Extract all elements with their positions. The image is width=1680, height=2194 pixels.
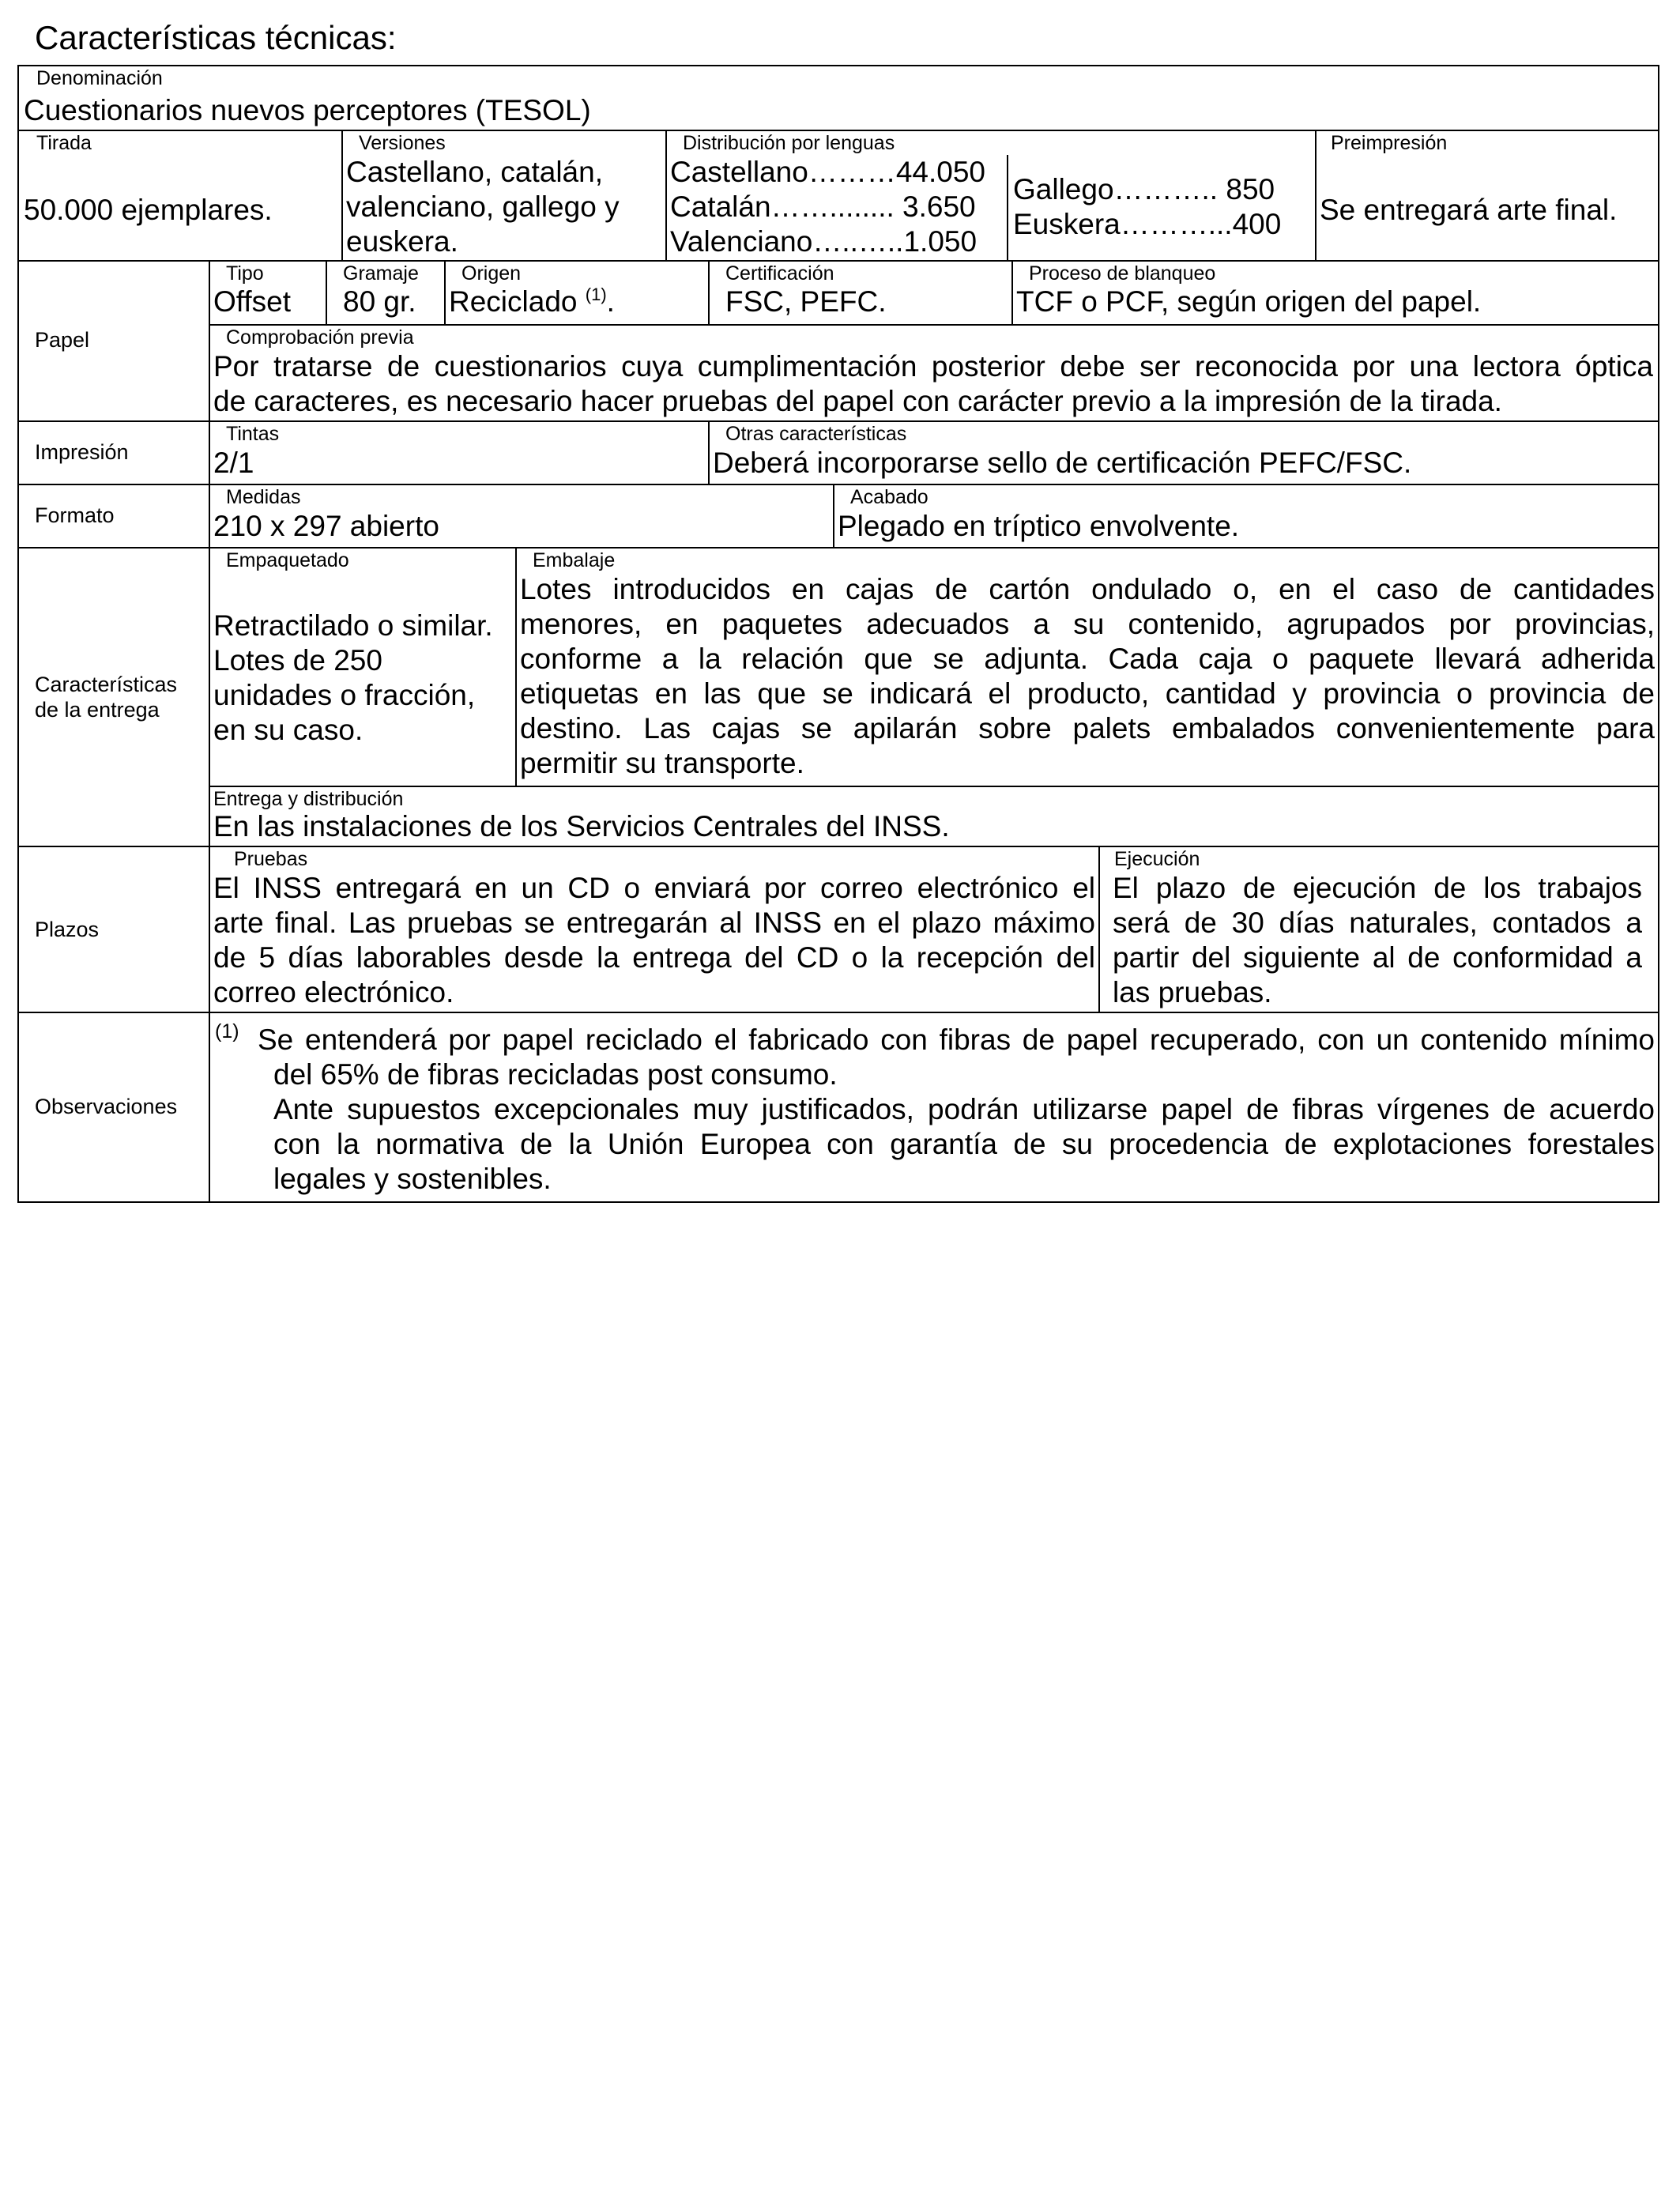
entrega-distribucion-value: En las instalaciones de los Servicios Centrales del INSS.	[213, 810, 950, 843]
col-divider	[1315, 130, 1317, 260]
technical-specs-table	[17, 65, 1659, 1203]
certificacion-value: FSC, PEFC.	[725, 285, 887, 318]
row-divider	[19, 260, 1658, 262]
comprobacion-text	[213, 349, 1653, 419]
col-divider	[1098, 846, 1100, 1012]
origen-note-ref: (1)	[585, 285, 607, 304]
tintas-label: Tintas	[226, 423, 280, 445]
distribucion-item: Euskera………...400	[1013, 208, 1282, 240]
embalaje-line: conforme a la relación que se adjunta. Cada caja o paquete llevará adherida	[520, 643, 1655, 675]
entrega-row-label-line: de la entrega	[35, 698, 160, 722]
ejecucion-label: Ejecución	[1114, 848, 1200, 870]
tirada-value: 50.000 ejemplares.	[24, 194, 273, 226]
col-divider	[665, 130, 667, 260]
entrega-distribucion-label: Entrega y distribución	[213, 788, 404, 810]
formato-row-label: Formato	[35, 503, 115, 527]
versiones-line: euskera.	[346, 225, 458, 258]
embalaje-line: etiquetas en las que se indicará el producto, cantidad y provincia o provincia de	[520, 677, 1655, 710]
versiones-label: Versiones	[359, 132, 446, 154]
col-divider	[708, 420, 710, 484]
empaquetado-line: unidades o fracción,	[213, 679, 476, 711]
distribucion-item: Castellano………44.050	[670, 156, 985, 188]
tipo-label: Tipo	[226, 262, 264, 285]
pruebas-line: correo electrónico.	[213, 976, 454, 1008]
col-divider	[1011, 260, 1013, 324]
embalaje-line: menores, en paquetes adecuados a su contenido, agrupados por provincias,	[520, 608, 1655, 640]
observaciones-line: Se entenderá por papel reciclado el fabricado con fibras de papel recuperado, con un contenido mínimo	[258, 1023, 1655, 1056]
embalaje-line: permitir su transporte.	[520, 747, 804, 779]
empaquetado-line: en su caso.	[213, 714, 363, 746]
distribucion-item: Gallego……….. 850	[1013, 173, 1275, 205]
otras-value: Deberá incorporarse sello de certificación PEFC/FSC.	[713, 447, 1412, 479]
embalaje-line: Lotes introducidos en cajas de cartón ondulado o, en el caso de cantidades	[520, 573, 1655, 605]
ejecucion-line: partir del siguiente al de conformidad a	[1113, 941, 1642, 974]
col-divider	[1007, 155, 1008, 260]
observaciones-row-label: Observaciones	[35, 1095, 178, 1118]
gramaje-label: Gramaje	[343, 262, 419, 285]
otras-label: Otras características	[725, 423, 907, 445]
plazos-row-label: Plazos	[35, 918, 100, 941]
comprobacion-line: Por tratarse de cuestionarios cuya cumplimentación posterior debe ser reconocida por una lectora óptica	[213, 350, 1653, 383]
observaciones-text	[258, 1023, 1655, 1092]
blanqueo-value: TCF o PCF, según origen del papel.	[1016, 285, 1482, 318]
pruebas-text	[213, 871, 1095, 1010]
versiones-line: Castellano, catalán,	[346, 156, 603, 188]
col-divider	[326, 260, 327, 324]
embalaje-label: Embalaje	[533, 549, 616, 571]
observaciones-line: Ante supuestos excepcionales muy justificados, podrán utilizarse papel de fibras vírgenes de acuerdo	[273, 1093, 1655, 1125]
denominacion-value: Cuestionarios nuevos perceptores (TESOL)	[24, 94, 591, 126]
ejecucion-line: será de 30 días naturales, contados a	[1113, 907, 1642, 939]
col-divider	[708, 260, 710, 324]
ejecucion-line: El plazo de ejecución de los trabajos	[1113, 872, 1642, 904]
page-title: Características técnicas:	[35, 19, 397, 56]
entrega-row-label-line: Características	[35, 673, 178, 696]
col-divider	[341, 130, 343, 260]
preimpresion-label: Preimpresión	[1331, 132, 1448, 154]
versiones-line: valenciano, gallego y	[346, 190, 620, 223]
row-divider	[209, 786, 1658, 787]
acabado-label: Acabado	[850, 486, 929, 508]
gramaje-value: 80 gr.	[343, 285, 416, 318]
ejecucion-text	[1113, 871, 1642, 1010]
empaquetado-label: Empaquetado	[226, 549, 349, 571]
observaciones-line: con la normativa de la Unión Europea con garantía de su procedencia de explotaciones forestales	[273, 1128, 1655, 1160]
embalaje-text	[520, 572, 1655, 781]
entrega-row-label	[35, 672, 177, 722]
pruebas-line: arte final. Las pruebas se entregarán al INSS en el plazo máximo	[213, 907, 1095, 939]
papel-row-label: Papel	[35, 328, 90, 352]
empaquetado-line: Lotes de 250	[213, 644, 382, 677]
tintas-value: 2/1	[213, 447, 254, 479]
distribucion-label: Distribución por lenguas	[683, 132, 895, 154]
tipo-value: Offset	[213, 285, 292, 318]
impresion-row-label: Impresión	[35, 440, 129, 464]
observaciones-line: del 65% de fibras recicladas post consumo.	[273, 1058, 838, 1091]
medidas-value: 210 x 297 abierto	[213, 510, 439, 542]
denominacion-label: Denominación	[36, 67, 163, 89]
observaciones-text	[273, 1092, 1655, 1197]
origen-label: Origen	[461, 262, 522, 285]
pruebas-label: Pruebas	[234, 848, 308, 870]
certificacion-label: Certificación	[725, 262, 834, 285]
observaciones-note-mark: (1)	[215, 1020, 239, 1042]
preimpresion-value: Se entregará arte final.	[1320, 194, 1618, 226]
tirada-label: Tirada	[36, 132, 92, 154]
row-divider	[19, 1012, 1658, 1013]
empaquetado-line: Retractilado o similar.	[213, 609, 493, 642]
pruebas-line: El INSS entregará en un CD o enviará por correo electrónico el	[213, 872, 1095, 904]
pruebas-line: de 5 días laborables desde la entrega del CD o la recepción del	[213, 941, 1095, 974]
row-divider	[209, 324, 1658, 326]
col-divider	[209, 260, 210, 1201]
embalaje-line: destino. Las cajas se apilarán sobre palets embalados convenientemente para	[520, 712, 1655, 745]
ejecucion-line: las pruebas.	[1113, 976, 1272, 1008]
distribucion-item: Catalán……........ 3.650	[670, 190, 976, 223]
col-divider	[444, 260, 446, 324]
col-divider	[515, 547, 517, 786]
comprobacion-label: Comprobación previa	[226, 326, 414, 349]
distribucion-item: Valenciano…..…..1.050	[670, 225, 977, 258]
origen-text: Reciclado	[449, 285, 578, 318]
comprobacion-line: de caracteres, es necesario hacer pruebas del papel con carácter previo a la impresión de la tirada.	[213, 385, 1502, 417]
observaciones-line: legales y sostenibles.	[273, 1163, 552, 1195]
col-divider	[833, 484, 834, 547]
origen-value	[449, 285, 615, 319]
origen-suffix: .	[606, 285, 615, 318]
blanqueo-label: Proceso de blanqueo	[1029, 262, 1216, 285]
acabado-value: Plegado en tríptico envolvente.	[838, 510, 1240, 542]
medidas-label: Medidas	[226, 486, 301, 508]
